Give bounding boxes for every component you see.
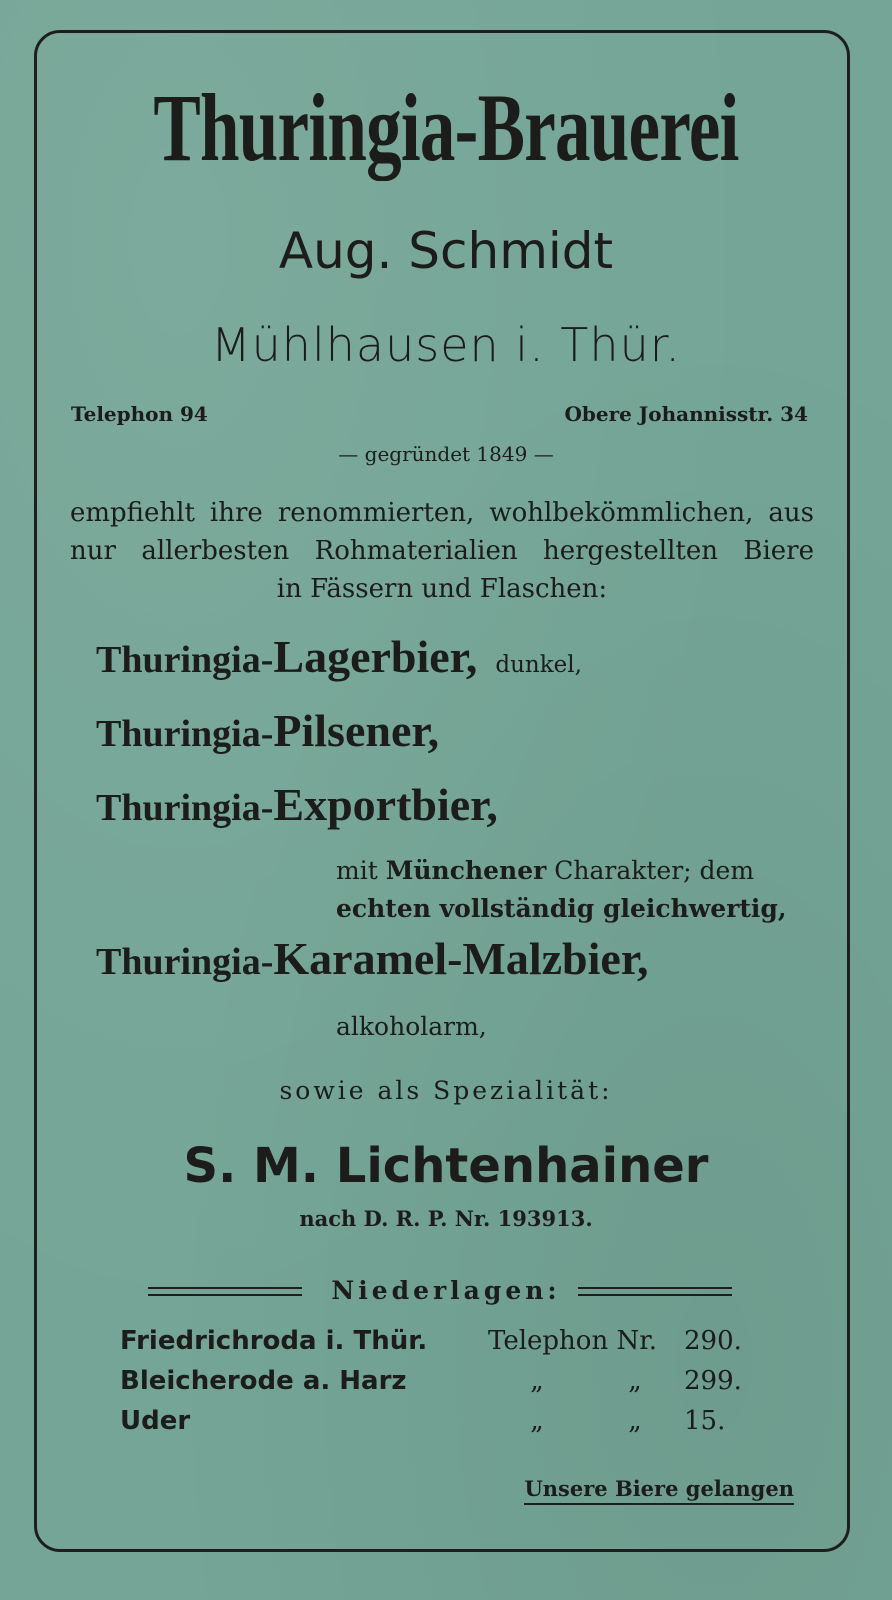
footer-text: Unsere Biere gelangen [524,1476,794,1505]
beer-prefix: Thuringia- [96,787,274,829]
city-name: Mühlhausen i. Thür. [210,318,682,372]
beer-prefix: Thuringia- [96,639,274,681]
desc-text: Charakter; dem [554,856,755,885]
export-description-line1 [336,856,754,885]
depot-place: Uder [120,1406,191,1436]
intro-line: in Fässern und Flaschen: [276,574,608,604]
intro-line: empfiehlt ihre renommierten, wohlbekömmlichen, aus [70,498,814,528]
desc-text: mit [336,856,378,885]
depot-number: 290. [684,1326,742,1356]
intro-paragraph [70,494,814,608]
beer-name: Karamel-Malzbier, [273,933,649,984]
depot-number: 15. [684,1406,726,1436]
special-intro: sowie als Spezialität: [279,1076,613,1105]
street-address: Obere Johannisstr. 34 [564,402,808,426]
double-rule-right [578,1287,732,1296]
telephone-number: Telephon 94 [71,402,208,426]
beer-pilsener [96,704,439,757]
depot-row [120,1406,725,1436]
beer-prefix: Thuringia- [96,941,274,983]
beer-exportbier [96,778,498,831]
special-beer-name: S. M. Lichtenhainer [183,1138,709,1194]
brewery-title: Thuringia-Brauerei [153,74,739,181]
depot-telephone-label: Telephon Nr. [488,1326,658,1356]
ditto-mark: „ [530,1406,544,1436]
beer-note: dunkel, [495,652,582,678]
desc-text-bold: Münchener [385,856,547,885]
ditto-mark: „ [530,1366,544,1396]
malz-description: alkoholarm, [336,1012,487,1041]
intro-line: nur allerbesten Rohmaterialien hergestellten Biere [70,536,814,566]
desc-text-bold: echten vollständig gleichwertig, [336,894,787,923]
depot-place: Friedrichroda i. Thür. [120,1326,428,1356]
depot-row [120,1366,742,1396]
beer-karamel-malzbier [96,932,649,985]
export-description-line2 [336,894,787,923]
owner-name: Aug. Schmidt [278,222,614,280]
depot-number: 299. [684,1366,742,1396]
beer-lagerbier [96,630,582,683]
depot-place: Bleicherode a. Harz [120,1366,407,1396]
depot-row [120,1326,742,1356]
beer-name: Lagerbier, [273,631,478,682]
ditto-mark: „ [628,1366,642,1396]
beer-name: Pilsener, [273,705,440,756]
depots-heading: Niederlagen: [331,1276,561,1305]
beer-prefix: Thuringia- [96,713,274,755]
ditto-mark: „ [628,1406,642,1436]
beer-name: Exportbier, [273,779,498,830]
founded-year: — gegründet 1849 — [338,442,554,466]
patent-number: nach D. R. P. Nr. 193913. [299,1206,593,1231]
